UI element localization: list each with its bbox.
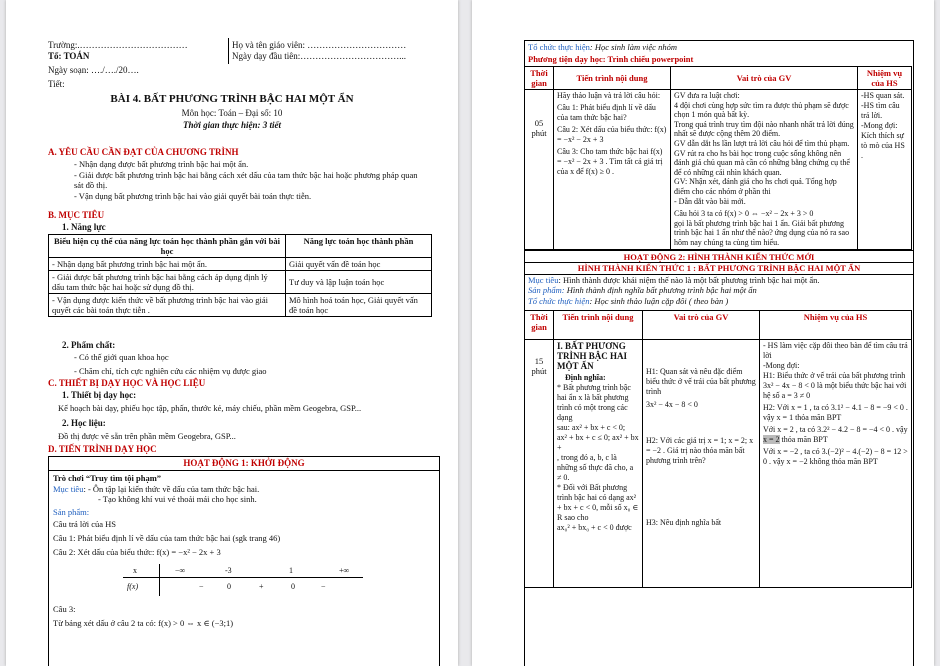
table-cell: - Giải được bất phương trình bậc hai bằng cách áp dụng định lý dấu tam thức bậc hai hoặc sử dụng đồ thị. bbox=[49, 271, 286, 294]
lesson-box bbox=[524, 40, 914, 666]
header-divider bbox=[228, 38, 229, 64]
teacher-role-cell bbox=[643, 340, 760, 588]
list-item: - Nhận dạng được bất phương trình bậc hai một ẩn. bbox=[74, 159, 249, 169]
product-label: Sản phẩm: bbox=[53, 506, 90, 517]
gv-line: 4 đội chơi cùng hợp sức tìm ra được thủ phạm sẽ được chọn 1 món quà bất kỳ. bbox=[674, 100, 849, 120]
content-line: * Đối với Bất phương trình bậc hai có dạng ax² + bx + c < 0, mỗi số x₀ ∈ R sao cho bbox=[557, 483, 639, 522]
materials-text: Đồ thị được vẽ sẵn trên phần mềm Geogebra, GSP... bbox=[58, 431, 236, 441]
subject-line: Môn học: Toán – Đại số: 10 bbox=[181, 108, 283, 118]
table-header: Thời gian bbox=[525, 311, 554, 340]
content-line: Hãy thảo luận và trả lời câu hỏi: bbox=[557, 91, 661, 100]
question-3: Câu 3: bbox=[53, 603, 76, 614]
list-item: - Giải được bất phương trình bậc hai bằng cách xét dấu của tam thức bậc hai hoặc phương pháp quan sát đồ thị. bbox=[74, 169, 418, 190]
sign-table-cell: f(x) bbox=[127, 581, 139, 591]
hs-line: Với x = −2 , ta có 3.(−2)² − 4.(−2) − 8 = 12 > 0 . vậy x = −2 không thỏa mãn BPT bbox=[763, 447, 908, 466]
content-line: ax₀² + bx₀ + c < 0 được bbox=[557, 523, 632, 532]
organize-value: : Học sinh làm việc nhóm bbox=[589, 42, 677, 52]
hs-line: -Mong đợi: Kích thích sự tò mò của HS . bbox=[861, 121, 905, 160]
time-cell: 15 phút bbox=[525, 340, 554, 588]
list-item: - Chăm chỉ, tích cực nghiên cứu các nhiệm vụ được giao bbox=[74, 365, 267, 376]
lesson-title: BÀI 4. BẤT PHƯƠNG TRÌNH BẬC HAI MỘT ẨN bbox=[110, 93, 354, 105]
hs-line: - HS làm việc cặp đôi theo bàn để tìm câu trả lời bbox=[763, 341, 908, 360]
hs-line: -HS quan sát. bbox=[861, 91, 905, 100]
gv-line: GV rút ra cho hs bài học trong cuộc sống không nên đánh giá chủ quan mà cần có những bằng chứng cụ thể để có những cái nhìn khách quan. bbox=[674, 148, 850, 177]
gv-line: GV: Nhận xét, đánh giá cho hs chơi quả. Tổng hợp điểm cho các nhóm ở phần thi bbox=[674, 177, 837, 196]
section-a-heading: A. YÊU CẦU CẦN ĐẠT CỦA CHƯƠNG TRÌNH bbox=[48, 147, 239, 157]
definition-label: Định nghĩa: bbox=[565, 373, 606, 382]
activity2-heading: HOẠT ĐỘNG 2: HÌNH THÀNH KIẾN THỨC MỚI bbox=[525, 250, 913, 263]
sign-table-cell: − bbox=[199, 581, 204, 591]
highlighted-value: x = 2 bbox=[763, 435, 780, 444]
content-line: Câu 1: Phát biểu định lí về dấu của tam thức bậc hai? bbox=[557, 103, 656, 122]
organize-label: Tổ chức thực hiện bbox=[528, 295, 590, 306]
teacher-name: Họ và tên giáo viên: …………………………… bbox=[232, 40, 407, 50]
gv-line: 3x² − 4x − 8 < 0 bbox=[646, 400, 698, 409]
content-title: I. BẤT PHƯƠNG TRÌNH BẬC HAI MỘT ẨN bbox=[557, 341, 628, 371]
content-line: , trong đó a, b, c là những số thực đã cho, a ≠ 0. bbox=[557, 453, 634, 482]
media-line: Phương tiện dạy học: Trình chiếu powerpoint bbox=[528, 53, 694, 64]
table-cell: Tư duy và lập luận toán học bbox=[286, 271, 432, 294]
product-label: Sản phẩm: bbox=[528, 285, 565, 295]
time-cell: 05 phút bbox=[525, 90, 554, 250]
activity1-heading: HOẠT ĐỘNG 1: KHỞI ĐỘNG bbox=[49, 457, 439, 471]
table-header: Tiến trình nội dung bbox=[554, 67, 671, 90]
list-item: - Có thế giới quan khoa học bbox=[74, 352, 169, 362]
duration-line: Thời gian thực hiện: 3 tiết bbox=[183, 120, 281, 130]
table-header: Năng lực toán học thành phần bbox=[286, 235, 432, 258]
sign-table-cell: 1 bbox=[289, 565, 293, 575]
equipment-text: Kế hoạch bài dạy, phiếu học tập, phấn, thước kẻ, máy chiếu, phần mềm Geogebra, GSP... bbox=[58, 403, 362, 413]
content-line: Câu 3: Cho tam thức bậc hai f(x) = −x² − 2x + 3 . Tìm tất cả giá trị của x để f(x) ≥ 0 . bbox=[557, 147, 663, 176]
table-row bbox=[49, 294, 432, 317]
page-right bbox=[472, 0, 934, 666]
section-c-heading: C. THIẾT BỊ DẠY HỌC VÀ HỌC LIỆU bbox=[48, 378, 206, 388]
sign-table bbox=[123, 564, 363, 598]
qualities-list bbox=[74, 352, 267, 376]
activity2-table bbox=[524, 310, 912, 588]
table-header: Nhiệm vụ của HS bbox=[858, 67, 912, 90]
sign-table-cell: 0 bbox=[227, 581, 231, 591]
sign-table-cell: -3 bbox=[225, 565, 232, 575]
section-a-list bbox=[74, 159, 429, 201]
gv-line: GV dẫn dắt hs lần lượt trả lời câu hỏi để tìm thủ phạm. bbox=[674, 138, 850, 148]
objective-2: - Tạo không khí vui vẻ thoải mái cho học sinh. bbox=[98, 494, 257, 504]
table-cell: - Nhận dạng bất phương trình bậc hai một ẩn. bbox=[49, 258, 286, 271]
content-line: ax² + bx + c ≤ 0; ax² + bx + bbox=[557, 433, 639, 452]
table-header: Tiến trình nội dung bbox=[554, 311, 643, 340]
organize-label: Tổ chức thực hiện bbox=[528, 42, 590, 52]
gv-line: H2: Với các giá trị x = 1; x = 2; x = −2 . Giá trị nào thỏa mãn bất phương trình trên? bbox=[646, 436, 754, 465]
hs-line: -Mong đợi: bbox=[763, 361, 800, 370]
objective-label: Mục tiêu bbox=[53, 483, 84, 494]
game-title: Trò chơi “Truy tìm tội phạm” bbox=[53, 473, 162, 483]
table-header: Vai trò của GV bbox=[643, 311, 760, 340]
sign-table-rule bbox=[159, 564, 160, 596]
hs-line: Với x = 2 , ta có 3.2² − 4.2 − 8 = −4 < 0 . vậy bbox=[763, 425, 908, 434]
gv-line: Câu hỏi 3 ta có f(x) > 0 ⇔ −x² − 2x + 3 > 0 bbox=[674, 209, 814, 219]
content-cell bbox=[554, 340, 643, 588]
sign-table-cell: − bbox=[321, 581, 326, 591]
school-field: Trường:.……………………………… bbox=[48, 40, 188, 50]
organize-text: : Học sinh thảo luận cặp đôi ( theo bàn ) bbox=[589, 295, 729, 306]
section-d-heading: D. TIẾN TRÌNH DẠY HỌC bbox=[48, 444, 157, 454]
table-cell: - Vận dụng được kiến thức về bất phương trình bậc hai vào giải quyết các bài toán thực tiễn . bbox=[49, 294, 286, 317]
answers-label: Câu trả lời của HS bbox=[53, 519, 117, 529]
content-line: sau: ax² + bx + c < 0; bbox=[557, 423, 626, 432]
sign-table-cell: +∞ bbox=[339, 565, 350, 575]
table-row bbox=[525, 340, 912, 588]
student-task-cell bbox=[858, 90, 912, 250]
gv-line: Trong quá trình truy tìm đội nào nhanh nhất trả lời đúng nhất sẽ được cộng thêm 20 điểm. bbox=[674, 119, 854, 139]
hs-line: thỏa mãn BPT bbox=[779, 435, 828, 444]
activity2-subheading: HÌNH THÀNH KIẾN THỨC 1 : BẤT PHƯƠNG TRÌNH BẬC HAI MỘT ẨN bbox=[525, 262, 913, 274]
table-row bbox=[49, 258, 432, 271]
gv-line: H1: Quan sát và nêu đặc điểm biểu thức ở vế trái của bất phương trình bbox=[646, 367, 756, 396]
competency-table bbox=[48, 234, 432, 317]
question-1: Câu 1: Phát biểu định lí về dấu của tam thức bậc hai (sgk trang 46) bbox=[53, 532, 281, 543]
page-left bbox=[6, 0, 458, 666]
objective-text: : Hình thành được khái niệm thế nào là một bất phương trình bậc hai một ẩn. bbox=[558, 274, 820, 285]
sign-table-cell: 0 bbox=[291, 581, 295, 591]
hs-line: H2: Với x = 1 , ta có 3.1² − 4.1 − 8 = −9 < 0 . vậy x = 1 thỏa mãn BPT bbox=[763, 403, 908, 422]
gv-line: GV đưa ra luật chơi: bbox=[674, 91, 740, 100]
activity1-box bbox=[48, 456, 440, 666]
objective-1: : - Ôn tập lại kiến thức về dấu của tam thức bậc hai. bbox=[83, 483, 260, 494]
equipment-subheading: 1. Thiết bị dạy học: bbox=[62, 390, 137, 400]
prep-date: Ngày soạn: …./…./20…. bbox=[48, 65, 139, 75]
table-header: Biểu hiện cụ thể của năng lực toán học thành phần gắn với bài học bbox=[49, 235, 286, 258]
teach-date: Ngày dạy đầu tiên:……………………………... bbox=[232, 51, 406, 61]
table-cell: Mô hình hoá toán học, Giải quyết vấn đề toán học bbox=[286, 294, 432, 317]
product-text: Hình thành định nghĩa bất phương trình bậc hai một ẩn bbox=[564, 285, 757, 295]
materials-subheading: 2. Học liệu: bbox=[62, 418, 106, 428]
header-left bbox=[48, 40, 238, 90]
table-header: Nhiệm vụ của HS bbox=[760, 311, 912, 340]
question-3-answer: Từ bảng xét dấu ở câu 2 ta có: f(x) > 0 ⇔ x ∈ (−3;1) bbox=[53, 618, 234, 628]
table-row bbox=[525, 90, 912, 250]
department: Tổ: TOÁN bbox=[48, 51, 90, 61]
student-task-cell bbox=[760, 340, 912, 588]
competency-subheading: 1. Năng lực bbox=[62, 222, 106, 232]
period: Tiết: bbox=[48, 79, 65, 89]
objective-label: Mục tiêu bbox=[528, 274, 559, 285]
list-item: - Vận dụng bất phương trình bậc hai vào giải quyết bài toán thực tiễn. bbox=[74, 190, 312, 201]
gv-line: H3: Nêu định nghĩa bất bbox=[646, 518, 722, 527]
header-right bbox=[232, 40, 452, 62]
question-2: Câu 2: Xét dấu của biểu thức: f(x) = −x² − 2x + 3 bbox=[53, 547, 221, 557]
sign-table-cell: x bbox=[133, 565, 137, 575]
hs-line: H1: Biểu thức ở vế trái của bất phương trình 3x² − 4x − 8 < 0 là một biểu thức bậc hai với hệ số a = 3 ≠ 0 bbox=[763, 371, 907, 400]
table-row bbox=[49, 271, 432, 294]
sign-table-cell: −∞ bbox=[175, 565, 186, 575]
content-cell bbox=[554, 90, 671, 250]
gv-line: gọi là bất phương trình bậc hai 1 ẩn. Giải bất phương trình bậc hai 1 ẩn như thế nào? ứng dụng của nó ra sao hôm nay chúng ta cùng tìm hiểu. bbox=[674, 218, 850, 247]
qualities-subheading: 2. Phẩm chất: bbox=[62, 340, 116, 350]
sign-table-cell: + bbox=[259, 581, 264, 591]
hs-line: -HS tìm câu trả lời. bbox=[861, 101, 900, 120]
table-header: Vai trò của GV bbox=[671, 67, 858, 90]
section-b-heading: B. MỤC TIÊU bbox=[48, 210, 105, 220]
content-line: Câu 2: Xét dấu của biểu thức: f(x) = −x² − 2x + 3 bbox=[557, 125, 667, 144]
content-line: * Bất phương trình bậc hai ẩn x là bất phương trình có một trong các dạng bbox=[557, 383, 631, 422]
gv-line: - Dẫn dắt vào bài mới. bbox=[674, 196, 746, 206]
table-header: Thời gian bbox=[525, 67, 554, 90]
table-cell: Giải quyết vấn đề toán học bbox=[286, 258, 432, 271]
teacher-role-cell bbox=[671, 90, 858, 250]
activity1-table bbox=[524, 66, 912, 250]
